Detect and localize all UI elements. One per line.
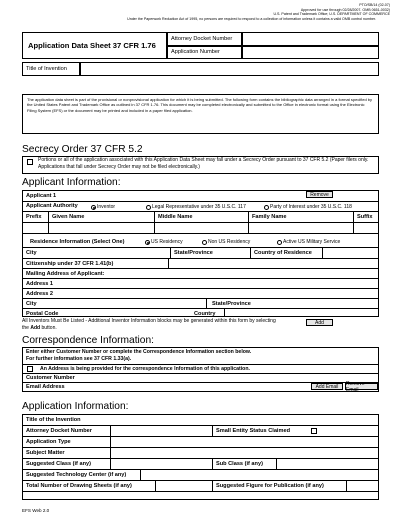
correspondence-address-checkbox[interactable] — [27, 366, 33, 372]
secrecy-heading: Secrecy Order 37 CFR 5.2 — [22, 144, 143, 155]
sub-class-label: Sub Class (if any) — [216, 461, 263, 467]
address-1-label: Address 1 — [26, 281, 54, 287]
residence-military-label: Active US Military Service — [283, 239, 341, 245]
residence-military-radio[interactable] — [277, 240, 282, 245]
correspondence-instruction-2: For further information see 37 CFR 1.33(a). — [26, 356, 132, 362]
approval-text: Approved for use through 02/28/2007. OMB 0651-0032) — [300, 7, 390, 12]
city-label: City — [26, 250, 37, 256]
authority-legal-rep-radio[interactable] — [146, 205, 151, 210]
suggested-figure-label: Suggested Figure for Publication (if any) — [216, 483, 324, 489]
customer-number-label: Customer Number — [26, 375, 75, 381]
application-number-label: Application Number — [167, 46, 242, 60]
small-entity-checkbox[interactable] — [311, 428, 317, 434]
mailing-address-label: Mailing Address of Applicant: — [26, 271, 105, 277]
suffix-label: Suffix — [357, 214, 373, 220]
authority-inventor-label: Inventor — [97, 204, 116, 210]
remove-applicant-button[interactable]: Remove — [306, 191, 333, 198]
application-heading: Application Information: — [22, 401, 129, 412]
authority-party-label: Party of Interest under 35 U.S.C. 118 — [270, 204, 352, 210]
residence-us-radio[interactable] — [145, 240, 150, 245]
agency-text: U.S. Patent and Trademark Office; U.S. DEPARTMENT OF COMMERCE — [273, 12, 390, 16]
residence-label: Residence Information (Select One) — [30, 239, 125, 245]
form-id: PTO/SB/14 (02-07) — [359, 3, 390, 7]
applicant-number: Applicant 1 — [26, 193, 57, 199]
application-number-field[interactable] — [242, 46, 379, 60]
app-docket-label: Attorney Docket Number — [26, 428, 92, 434]
paperwork-notice: Under the Paperwork Reduction Act of 1995, no persons are required to respond to a collection of information unless it contains a valid OMB control number. — [127, 17, 376, 21]
residence-us-label: US Residency — [151, 239, 183, 245]
correspondence-heading: Correspondence Information: — [22, 335, 154, 346]
application-type-label: Application Type — [26, 439, 71, 445]
ads-notice: The application data sheet is part of the provisional or nonprovisional application for which it is being submitted. The following form contains the bibliographic data arranged in a format specified by the United States Patent and Trademark Office as outlined in 37 CFR 1.76. This document may be completed electronically and submitted to the Office in electronic format using the Electronic Filing System (EFS) or the document may be printed and included in a paper filed application. — [22, 94, 379, 134]
small-entity-label: Small Entity Status Claimed — [216, 428, 290, 434]
title-of-invention-field[interactable] — [80, 62, 379, 76]
postal-code-label: Postal Code — [26, 311, 59, 317]
authority-inventor-radio[interactable] — [91, 205, 96, 210]
country-label: Country — [194, 311, 216, 317]
state-province-label: State/Province — [174, 250, 213, 256]
footer-version: EFS Web 2.0 — [22, 508, 50, 513]
mailing-city-label: City — [26, 301, 37, 307]
prefix-label: Prefix — [26, 214, 42, 220]
inventors-note: All Inventors Must Be Listed - Additional Inventor Information blocks may be generated within this form by selecting the Add button. — [22, 318, 276, 331]
correspondence-instruction-1: Enter either Customer Number or complete the Correspondence Information section below. — [26, 349, 252, 355]
remove-email-button[interactable]: Remove Email — [345, 383, 378, 390]
country-of-residence-label: Country of Residence — [254, 250, 312, 256]
drawing-sheets-label: Total Number of Drawing Sheets (if any) — [26, 483, 132, 489]
secrecy-text: Portions or all of the application associated with this Application Data Sheet may fall under a Secrecy Order pursuant to 37 CFR 5.2 (Paper filers only. Applications that fall under Secrecy Order may not be filed electronically.) — [38, 157, 369, 171]
secrecy-checkbox[interactable] — [27, 159, 33, 165]
authority-legal-rep-label: Legal Representative under 35 U.S.C. 117 — [152, 204, 246, 210]
citizenship-label: Citizenship under 37 CFR 1.41(b) — [26, 261, 114, 267]
mailing-state-label: State/Province — [212, 301, 251, 307]
attorney-docket-field[interactable] — [242, 32, 379, 46]
applicant-authority-label: Applicant Authority — [26, 203, 78, 209]
address-2-label: Address 2 — [26, 291, 54, 297]
middle-name-label: Middle Name — [158, 214, 193, 220]
residence-non-us-label: Non US Residency — [208, 239, 251, 245]
residence-non-us-radio[interactable] — [202, 240, 207, 245]
given-name-label: Given Name — [52, 214, 85, 220]
add-inventor-button[interactable]: Add — [306, 319, 333, 326]
email-address-label: Email Address — [26, 384, 65, 390]
invention-title-label: Title of the Invention — [26, 417, 81, 423]
attorney-docket-label: Attorney Docket Number — [167, 32, 242, 46]
subject-matter-label: Subject Matter — [26, 450, 65, 456]
authority-party-radio[interactable] — [264, 205, 269, 210]
family-name-label: Family Name — [252, 214, 287, 220]
applicant-heading: Applicant Information: — [22, 177, 121, 188]
suggested-class-label: Suggested Class (if any) — [26, 461, 91, 467]
ads-title: Application Data Sheet 37 CFR 1.76 — [28, 41, 156, 50]
title-of-invention-label: Title of Invention — [22, 62, 80, 76]
add-email-button[interactable]: Add Email — [311, 383, 343, 390]
tech-center-label: Suggested Technology Center (if any) — [26, 472, 127, 478]
correspondence-address-label: An Address is being provided for the correspondence Information of this application. — [40, 366, 250, 372]
